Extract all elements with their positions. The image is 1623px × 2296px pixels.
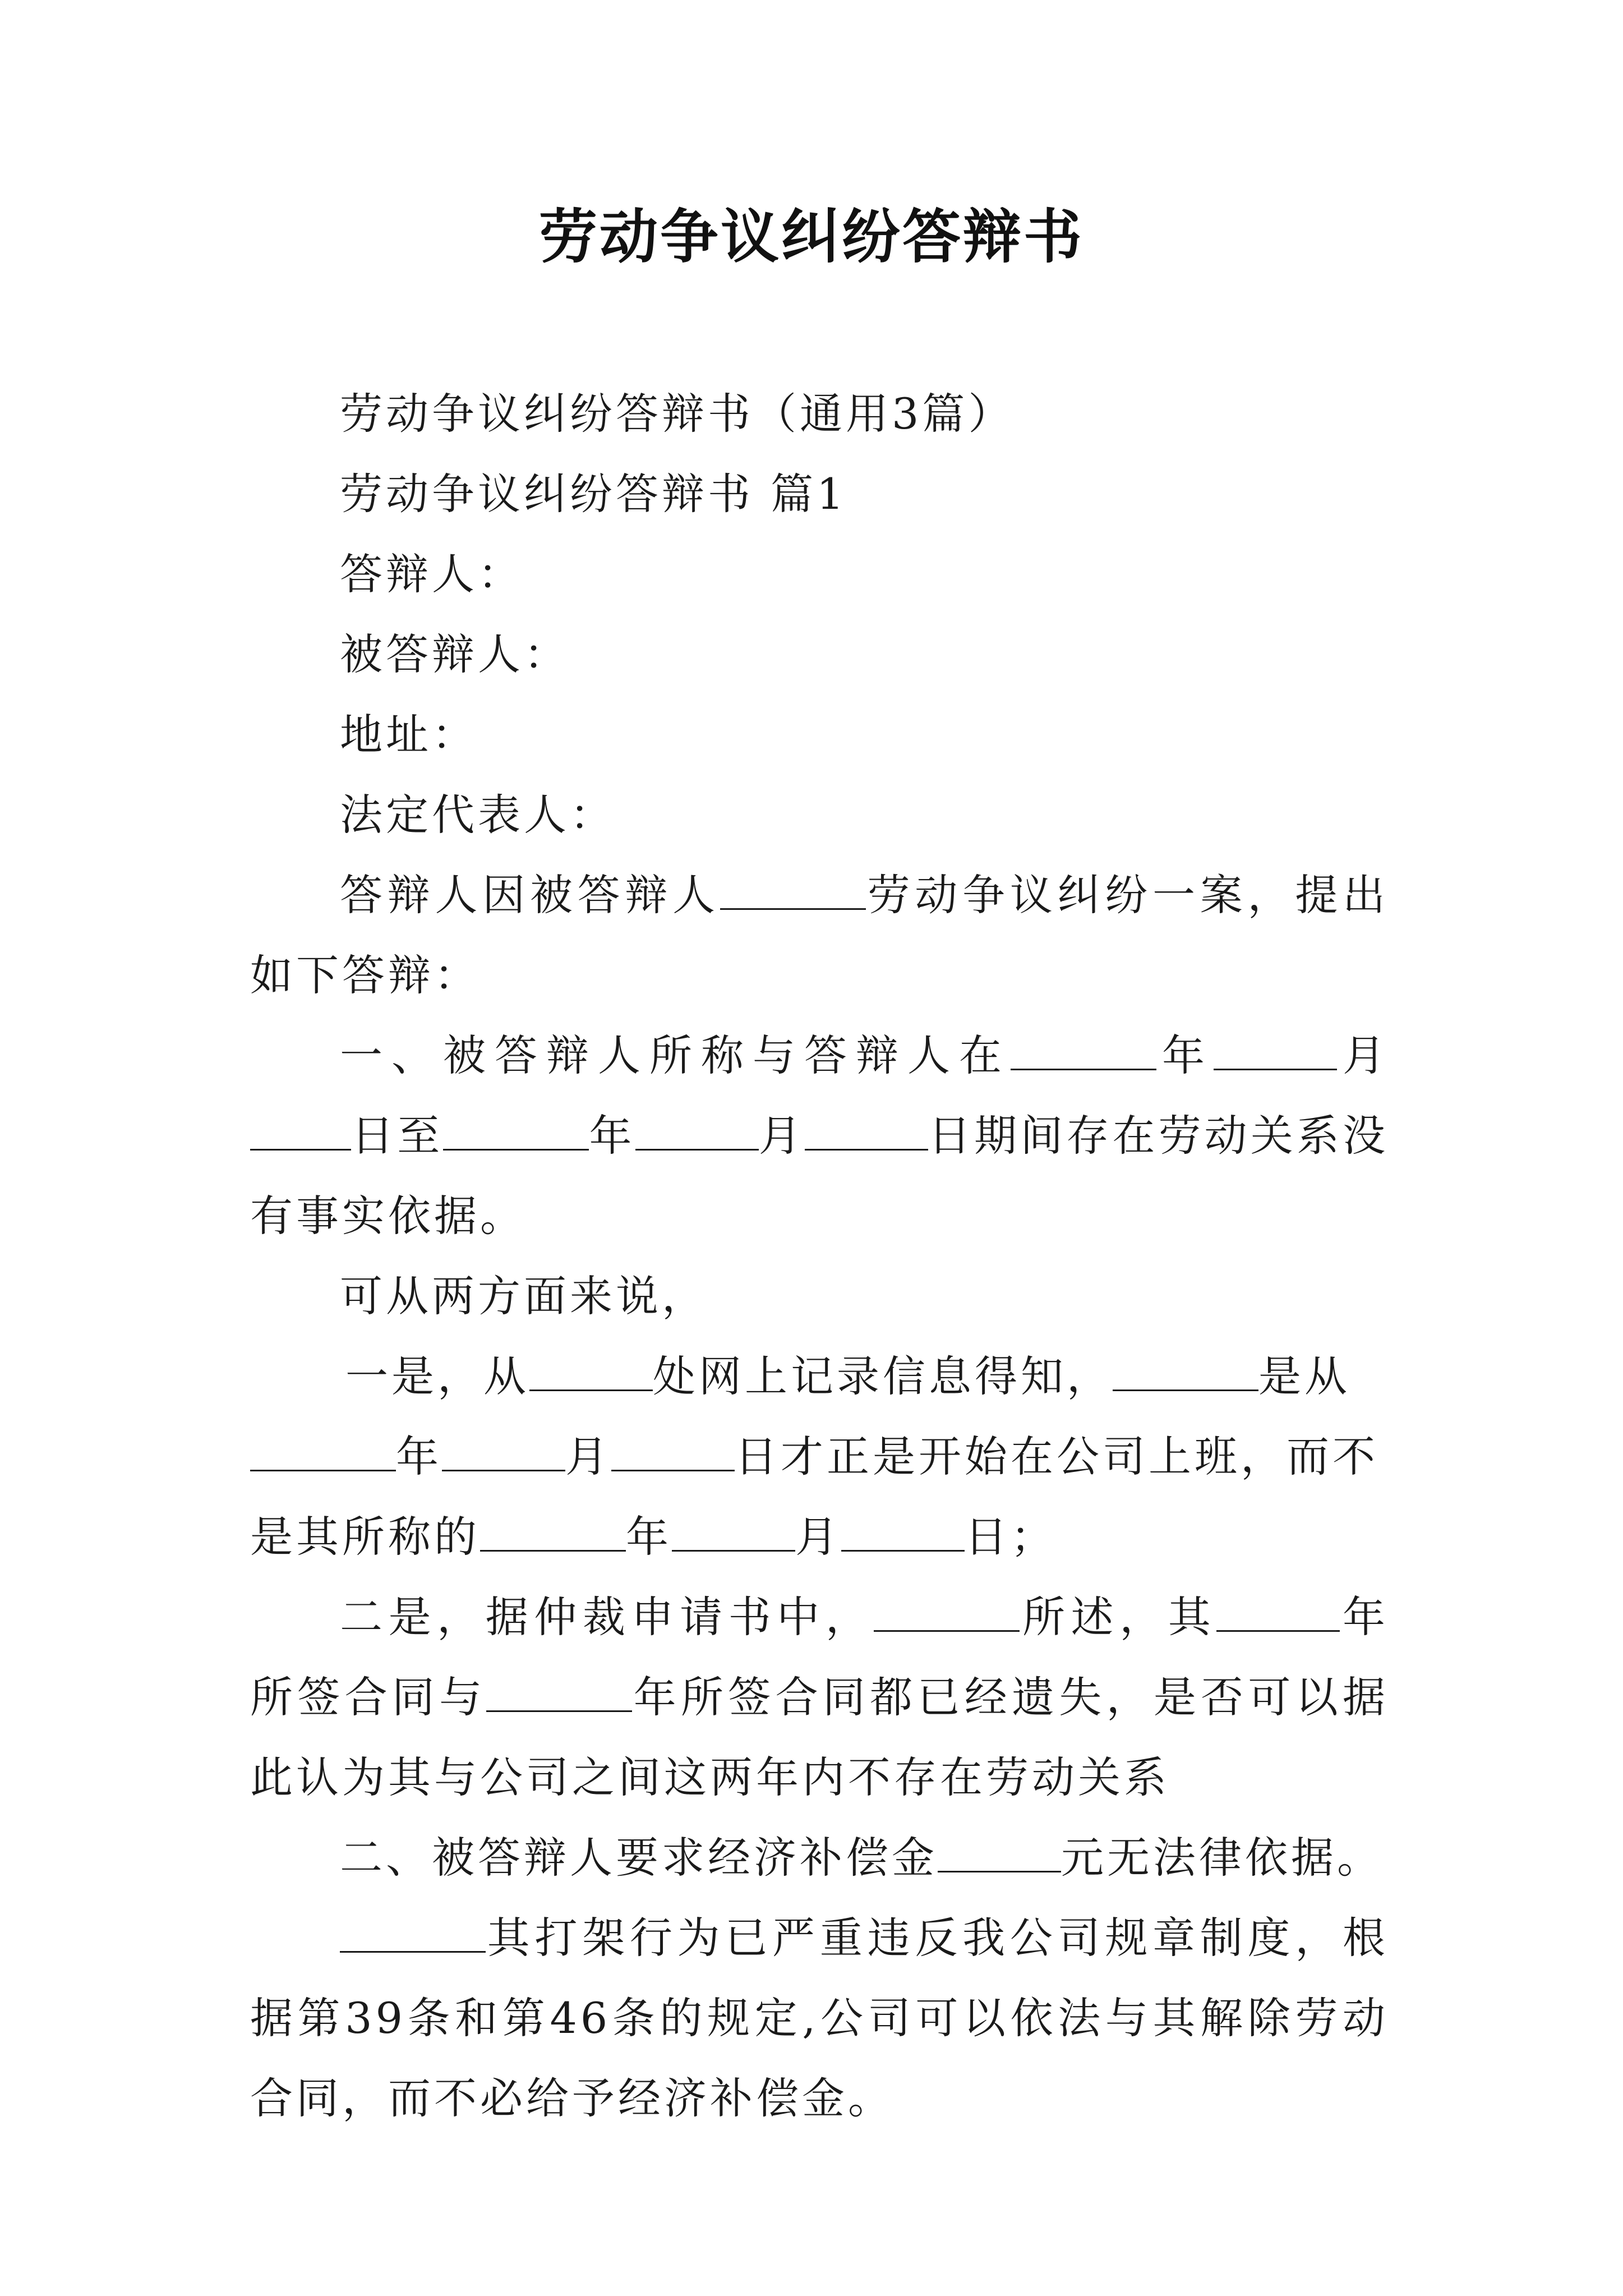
document-subtitle: 劳动争议纠纷答辩书（通用3篇）: [340, 389, 1015, 439]
blank-line: [1011, 1029, 1156, 1070]
blank-line: [611, 1430, 735, 1471]
reason-2-text-c: 年所签合同与: [250, 1592, 1389, 1722]
intro-paragraph: [250, 855, 1389, 1015]
blank-line: [938, 1832, 1061, 1872]
document-title: 劳动争议纠纷答辩书: [538, 202, 1084, 271]
reason-1-text-b: 处网上记录信息得知，: [653, 1351, 1113, 1401]
point-2-paragraph: [250, 1818, 1389, 1898]
blank-line: [1216, 1591, 1340, 1632]
month-label: 月: [565, 1432, 611, 1481]
blank-line: [443, 1110, 589, 1151]
blank-line: [874, 1591, 1020, 1632]
month-label: 月: [795, 1512, 841, 1562]
blank-line: [1214, 1029, 1337, 1070]
blank-line: [340, 1912, 486, 1953]
field-defendant: 答辩人：: [340, 549, 524, 599]
point-2-text-a: 二、被答辩人要求经济补偿金: [340, 1833, 938, 1883]
reason-2-text-a: 二是，据仲裁申请书中，: [340, 1592, 874, 1642]
blank-line: [442, 1430, 565, 1471]
blank-line: [486, 1671, 632, 1712]
month-label: 月: [758, 1111, 805, 1161]
reason-2-text-b: 所述，其: [1020, 1592, 1217, 1642]
reason-1-paragraph: [250, 1336, 1389, 1577]
document-body: [250, 374, 1389, 2138]
reason-2-paragraph: [250, 1577, 1389, 1818]
point-1-text-a: 一、被答辩人所称与答辩人在: [340, 1030, 1011, 1080]
blank-line: [841, 1511, 965, 1552]
conclusion-text: 其打架行为已严重违反我公司规章制度，根据第39条和第46条的规定,公司可以依法与其解除劳动合同，而不必给予经济补偿金。: [250, 1913, 1389, 2123]
field-respondent: 被答辩人：: [340, 629, 570, 679]
intro-text-2: 劳动争议纠纷一案，提出如下答辩：: [250, 870, 1389, 1000]
reason-1-text-a: 一是，从: [345, 1351, 529, 1401]
section-heading: 劳动争议纠纷答辩书 篇1: [340, 469, 847, 519]
year-label: 年: [396, 1432, 442, 1481]
reason-2-text-d: 年所签合同都已经遗失，是否可以据此认为其与公司之间这两年内不存在劳动关系: [250, 1672, 1389, 1802]
blank-line: [720, 869, 866, 910]
reason-1-text-c: 是从: [1258, 1351, 1350, 1401]
field-legal-rep: 法定代表人：: [340, 790, 616, 840]
blank-line: [480, 1511, 626, 1552]
conclusion-paragraph: [250, 1898, 1389, 2138]
year-label: 年: [589, 1111, 635, 1161]
blank-line: [529, 1350, 653, 1391]
point-2-text-b: 元无法律依据。: [1061, 1833, 1383, 1883]
blank-line: [250, 1110, 351, 1151]
reason-1-text-d: 日才正是开始在公司上班，而不是其所称的: [250, 1432, 1378, 1562]
intro-text-1: 答辩人因被答辩人: [340, 870, 720, 920]
explain-paragraph: 可从两方面来说，: [340, 1271, 708, 1321]
to-label: 日至: [351, 1111, 444, 1161]
year-label: 年: [626, 1512, 672, 1562]
field-address: 地址：: [340, 710, 478, 760]
blank-line: [805, 1110, 928, 1151]
blank-line: [635, 1110, 759, 1151]
year-label: 年: [1156, 1030, 1214, 1080]
point-1-tail: 日期间存在劳动关系没有事实依据。: [250, 1111, 1389, 1241]
blank-line: [250, 1430, 396, 1471]
point-1-paragraph: [250, 1015, 1389, 1256]
blank-line: [1113, 1350, 1258, 1391]
blank-line: [672, 1511, 795, 1552]
reason-1-end: 日；: [965, 1512, 1057, 1562]
month-label: 月: [1337, 1030, 1389, 1080]
